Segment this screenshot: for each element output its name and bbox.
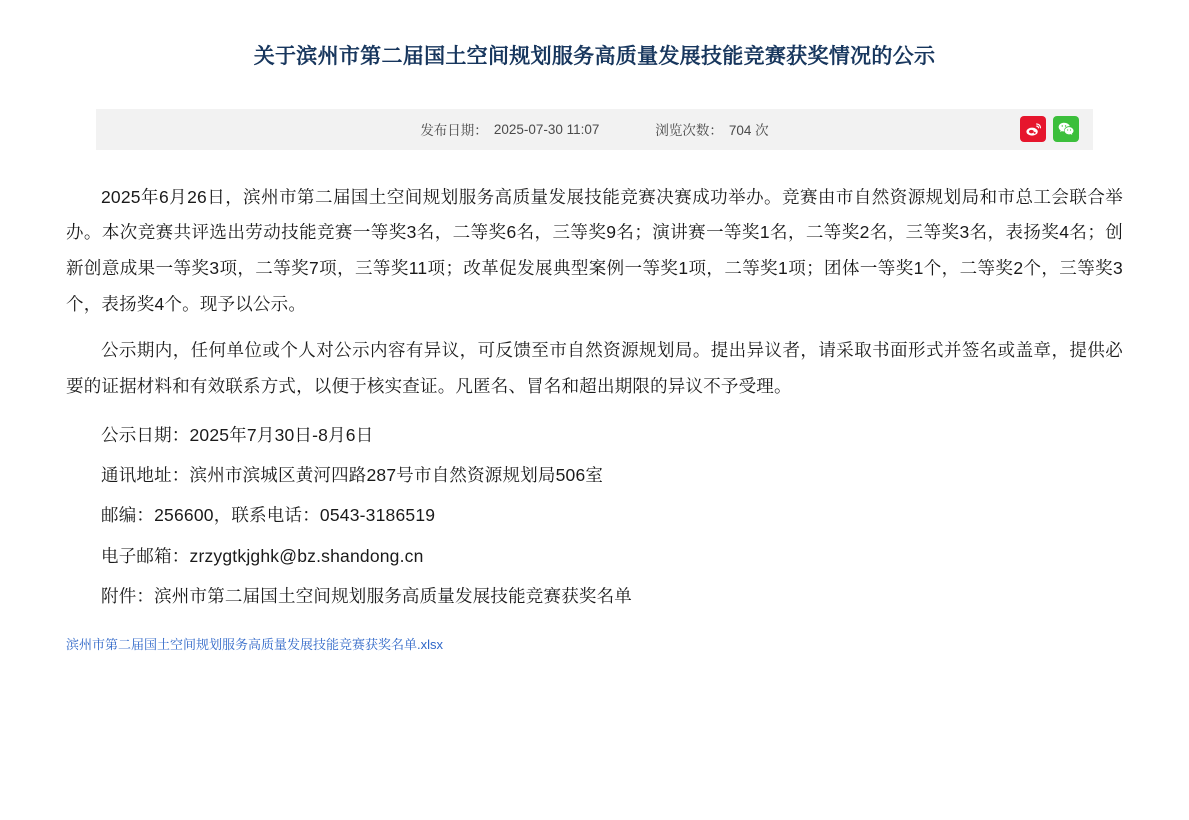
info-line-email: 电子邮箱：zrzygtkjghk@bz.shandong.cn — [101, 545, 424, 566]
body-paragraph: 公示期内，任何单位或个人对公示内容有异议，可反馈至市自然资源规划局。提出异议者，请采取书面形式并签名或盖章，提供必要的证据材料和有效联系方式，以便于核实查证。凡匿名、冒名和超出期限的异议不予受理。 — [66, 340, 1123, 396]
info-line-attachment: 附件：滨州市第二届国土空间规划服务高质量发展技能竞赛获奖名单 — [101, 585, 632, 606]
document-meta-bar — [96, 109, 1093, 150]
publish-date-group — [420, 119, 599, 139]
view-count-value: 704 次 — [728, 123, 769, 139]
publish-date-value: 2025-07-30 11:07 — [493, 121, 600, 137]
view-count-label: 浏览次数： — [655, 123, 723, 139]
publish-date-label: 发布日期： — [420, 123, 488, 139]
wechat-share-icon[interactable] — [1053, 116, 1079, 142]
share-icon-group — [1020, 116, 1079, 142]
weibo-share-icon[interactable] — [1020, 116, 1046, 142]
document-page — [0, 14, 1189, 820]
info-line-publicity-period: 公示日期：2025年7月30日-8月6日 — [101, 424, 374, 445]
view-count-group — [655, 119, 768, 139]
info-line-address: 通讯地址：滨州市滨城区黄河四路287号市自然资源规划局506室 — [101, 465, 604, 486]
info-line-postcode-phone: 邮编：256600，联系电话：0543-3186519 — [101, 505, 436, 526]
document-body — [0, 150, 1189, 617]
body-paragraph: 2025年6月26日，滨州市第二届国土空间规划服务高质量发展技能竞赛决赛成功举办。竞赛由市自然资源规划局和市总工会联合举办。本次竞赛共评选出劳动技能竞赛一等奖3名，二等奖6名，三等奖9名；演讲赛一等奖1名，二等奖2名，三等奖3名，表扬奖4名；创新创意成果一等奖3项，二等奖7项，三等奖11项；改革促发展典型案例一等奖1项，二等奖1项；团体一等奖1个，二等奖2个，三等奖3个，表扬奖4个。现予以公示。 — [66, 186, 1123, 315]
attachment-link[interactable]: 滨州市第二届国土空间规划服务高质量发展技能竞赛获奖名单.xlsx — [66, 637, 444, 653]
attachment-section — [0, 634, 1189, 677]
page-title: 关于滨州市第二届国土空间规划服务高质量发展技能竞赛获奖情况的公示 — [253, 45, 936, 69]
